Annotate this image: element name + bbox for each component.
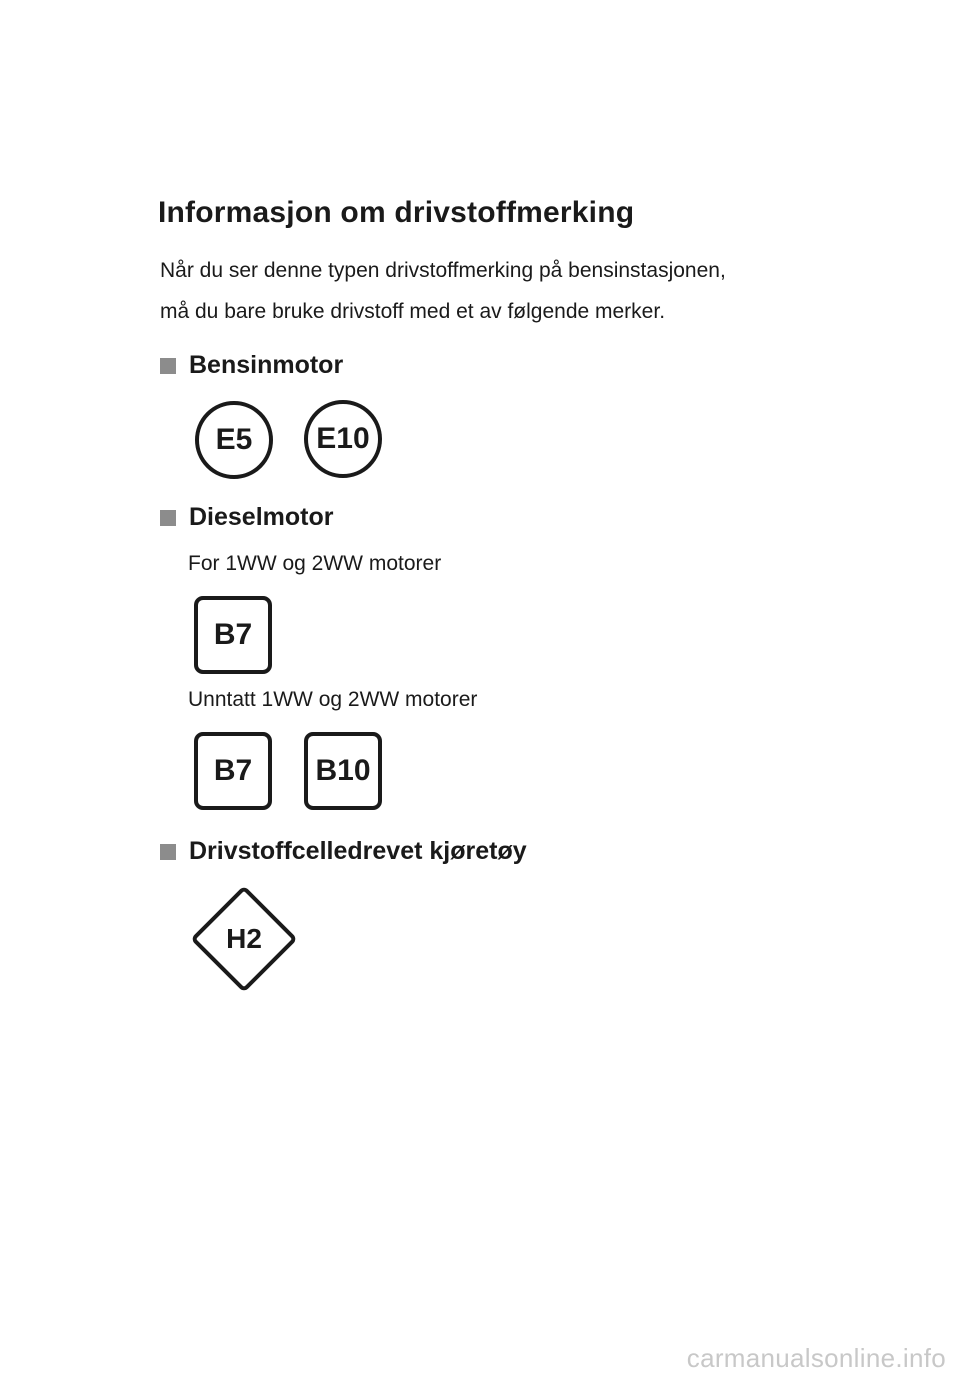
square-bullet-icon xyxy=(160,510,176,526)
fuel-label-h2: H2 xyxy=(226,923,262,954)
page-title: Informasjon om drivstoffmerking xyxy=(158,196,635,229)
diesel-note-except-1ww-2ww: Unntatt 1WW og 2WW motorer xyxy=(188,688,478,711)
section-heading-diesel xyxy=(160,503,333,532)
fuel-label-b7: B7 xyxy=(194,596,272,674)
intro-line-1: Når du ser denne typen drivstoffmerking på bensinstasjonen, xyxy=(160,259,726,282)
section-heading-label: Bensinmotor xyxy=(189,351,344,379)
section-heading-label: Drivstoffcelledrevet kjøretøy xyxy=(189,837,527,865)
fuel-label-b7: B7 xyxy=(194,732,272,810)
section-heading-fuelcell xyxy=(160,837,527,866)
square-bullet-icon xyxy=(160,844,176,860)
intro-line-2: må du bare bruke drivstoff med et av følgende merker. xyxy=(160,300,666,323)
section-heading-petrol xyxy=(160,351,343,380)
diesel-note-1ww-2ww: For 1WW og 2WW motorer xyxy=(188,552,442,575)
section-heading-label: Dieselmotor xyxy=(189,503,334,531)
watermark: carmanualsonline.info xyxy=(686,1343,946,1373)
fuel-label-e10: E10 xyxy=(304,400,382,478)
fuel-label-b10: B10 xyxy=(304,732,382,810)
square-bullet-icon xyxy=(160,358,176,374)
fuel-label-e5: E5 xyxy=(195,401,273,479)
